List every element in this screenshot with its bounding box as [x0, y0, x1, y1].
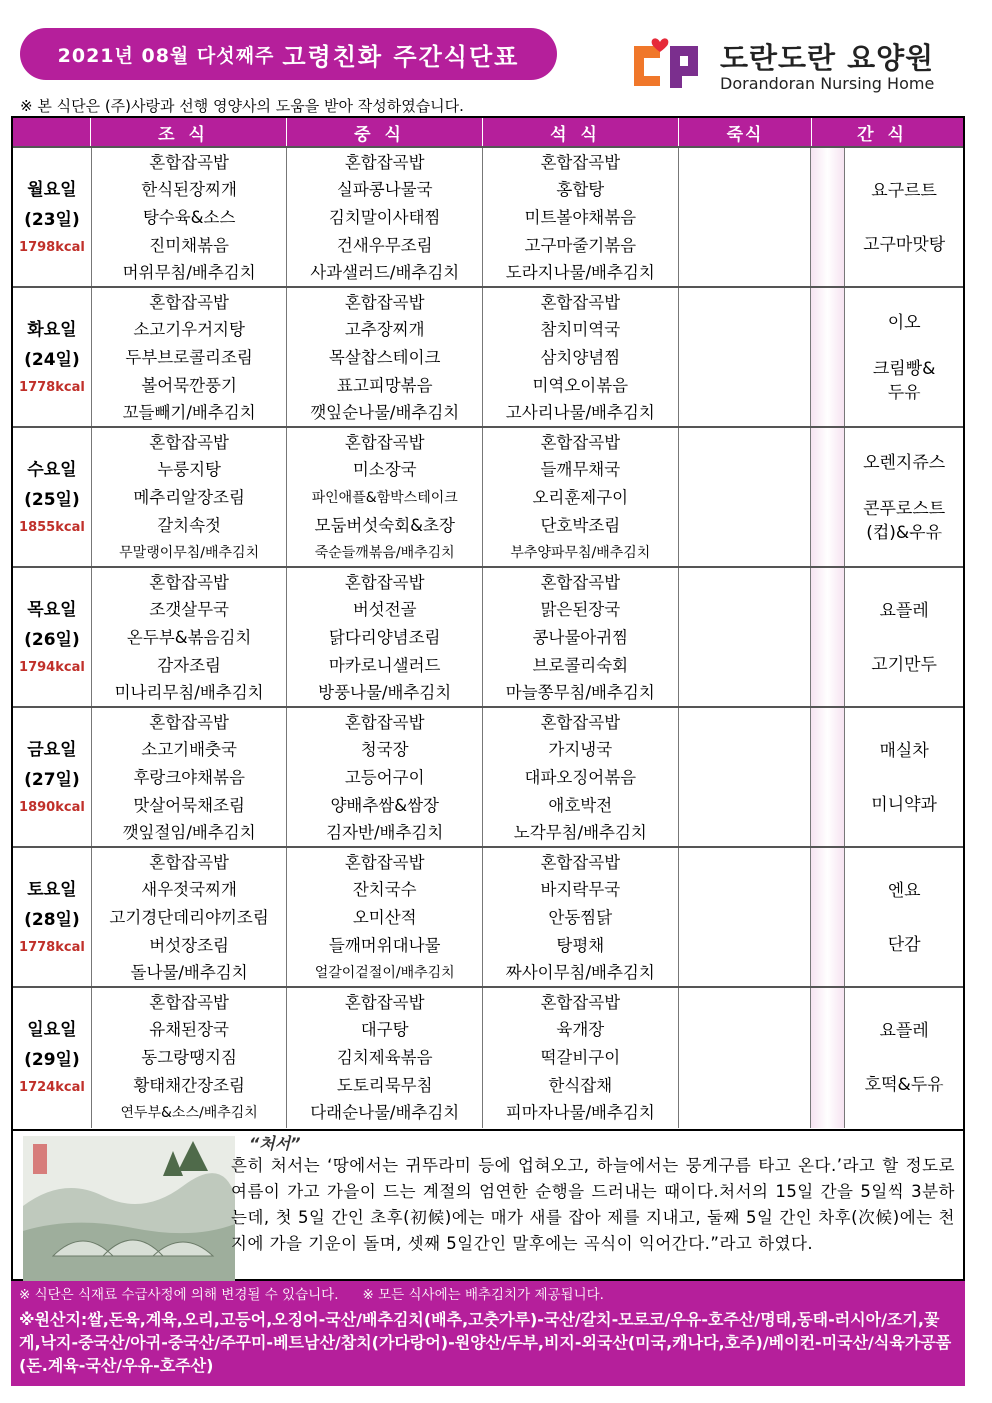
day-cell	[13, 708, 92, 848]
menu-item: 혼합잡곡밥	[540, 992, 621, 1012]
snack-item: 호떡&두유	[864, 1075, 944, 1096]
menu-item: 고등어구이	[344, 767, 425, 787]
day-row	[13, 566, 963, 708]
lunch-cell	[287, 428, 483, 568]
header-snack: 간식	[857, 124, 918, 145]
snack-spacer	[811, 148, 845, 288]
title-main: 고령친화 주간식단표	[282, 42, 520, 71]
menu-item: 김치제육볶음	[336, 1047, 433, 1067]
header-dinner: 석식	[483, 118, 679, 146]
day-name: 월요일	[27, 180, 77, 200]
snack-item: 요구르트	[871, 180, 937, 201]
menu-item: 애호박전	[548, 795, 613, 815]
essay-title: “처서”	[249, 1134, 301, 1153]
notice-change: ※ 식단은 식재료 수급사정에 의해 변경될 수 있습니다.	[19, 1286, 339, 1303]
day-cell	[13, 288, 92, 428]
menu-item: 미소장국	[352, 460, 417, 480]
lunch-cell	[287, 288, 483, 428]
snack-item: 미니약과	[871, 795, 937, 816]
menu-item: 건새우무조림	[336, 235, 433, 255]
breakfast-cell	[92, 568, 288, 708]
day-row	[13, 286, 963, 428]
menu-item: 머위무침/배추김치	[122, 263, 256, 283]
menu-item: 메추리알장조림	[133, 487, 245, 507]
snack-item: 요플레	[879, 1020, 929, 1041]
day-kcal: 1724kcal	[19, 1080, 85, 1095]
menu-item: 혼합잡곡밥	[540, 852, 621, 872]
menu-item: 모둠버섯숙회&초장	[314, 515, 455, 535]
day-date: (29일)	[24, 1050, 80, 1070]
snack-item: 엔요	[887, 880, 921, 901]
menu-item: 목살찹스테이크	[328, 347, 441, 367]
menu-item: 부추양파무침/배추김치	[510, 545, 651, 562]
menu-item: 조갯살무국	[149, 600, 229, 620]
menu-item: 대파오징어볶음	[524, 767, 637, 787]
snack-item: 크림빵& 두유	[872, 359, 936, 404]
logo	[630, 36, 970, 100]
dinner-cell	[483, 148, 679, 288]
snack-item: 오렌지쥬스	[863, 452, 946, 473]
menu-item: 사과샐러드/배추김치	[310, 263, 460, 283]
day-row	[13, 426, 963, 568]
menu-item: 대구탕	[360, 1020, 409, 1040]
day-kcal: 1794kcal	[19, 660, 85, 675]
menu-item: 콩나물아귀찜	[532, 627, 629, 647]
porridge-cell	[679, 288, 812, 428]
menu-item: 피마자나물/배추김치	[505, 1103, 655, 1123]
menu-item: 안동찜닭	[548, 907, 613, 927]
snack-cell	[845, 988, 963, 1128]
menu-item: 탕수육&소스	[142, 207, 236, 227]
menu-item: 유채된장국	[149, 1020, 229, 1040]
menu-item: 동그랑땡지짐	[141, 1047, 237, 1067]
menu-item: 짜사이무침/배추김치	[505, 963, 655, 983]
menu-item: 혼합잡곡밥	[540, 152, 621, 172]
menu-item: 연두부&소스/배추김치	[120, 1105, 258, 1122]
day-kcal: 1890kcal	[19, 800, 85, 815]
menu-item: 황태채간장조림	[133, 1075, 245, 1095]
menu-item: 실파콩나물국	[336, 180, 433, 200]
day-name: 화요일	[27, 320, 77, 340]
day-kcal: 1778kcal	[19, 940, 85, 955]
day-date: (23일)	[24, 210, 80, 230]
menu-item: 혼합잡곡밥	[344, 152, 425, 172]
menu-item: 새우젓국찌개	[141, 880, 237, 900]
dinner-cell	[483, 428, 679, 568]
menu-item: 홍합탕	[556, 180, 605, 200]
porridge-cell	[679, 428, 812, 568]
snack-item: 단감	[887, 935, 921, 956]
menu-item: 미트볼야채볶음	[524, 207, 637, 227]
page-title	[20, 28, 557, 80]
menu-item: 맛살어묵채조림	[133, 795, 245, 815]
day-date: (28일)	[24, 910, 80, 930]
menu-item: 혼합잡곡밥	[540, 712, 621, 732]
snack-cell	[845, 428, 963, 568]
menu-item: 청국장	[360, 740, 409, 760]
breakfast-cell	[92, 848, 288, 988]
logo-subtitle: Dorandoran Nursing Home	[720, 74, 935, 93]
breakfast-cell	[92, 708, 288, 848]
menu-item: 혼합잡곡밥	[149, 572, 229, 592]
menu-item: 혼합잡곡밥	[149, 152, 229, 172]
menu-item: 누룽지탕	[157, 460, 221, 480]
menu-item: 혼합잡곡밥	[540, 432, 621, 452]
snack-spacer	[811, 568, 845, 708]
day-row	[13, 986, 963, 1128]
menu-item: 진미채볶음	[149, 235, 229, 255]
menu-item: 깻잎절임/배추김치	[122, 823, 256, 843]
menu-item: 김자반/배추김치	[326, 823, 444, 843]
menu-item: 잔치국수	[352, 880, 417, 900]
day-cell	[13, 848, 92, 988]
menu-item: 한식잡채	[548, 1075, 613, 1095]
menu-item: 혼합잡곡밥	[540, 292, 621, 312]
top-note: ※ 본 식단은 (주)사랑과 선행 영양사의 도움을 받아 작성하였습니다.	[20, 97, 464, 115]
porridge-cell	[679, 148, 812, 288]
menu-item: 들깨무채국	[540, 460, 621, 480]
breakfast-cell	[92, 288, 288, 428]
menu-item: 맑은된장국	[540, 600, 621, 620]
menu-item: 방풍나물/배추김치	[318, 683, 452, 703]
menu-item: 후랑크야채볶음	[133, 767, 245, 787]
menu-item: 버섯전골	[352, 600, 417, 620]
snack-cell	[845, 708, 963, 848]
menu-item: 혼합잡곡밥	[540, 572, 621, 592]
snack-item: 요플레	[879, 600, 929, 621]
lunch-cell	[287, 848, 483, 988]
snack-item: 매실차	[879, 740, 929, 761]
logo-name: 도란도란 요양원	[720, 41, 935, 75]
day-name: 수요일	[27, 460, 77, 480]
snack-spacer	[811, 288, 845, 428]
menu-item: 고기경단데리야끼조림	[109, 907, 269, 927]
title-prefix: 2021년 08월 다섯째주	[57, 44, 275, 67]
menu-item: 탕평채	[556, 935, 605, 955]
dinner-cell	[483, 568, 679, 708]
snack-cell	[845, 568, 963, 708]
menu-item: 버섯장조림	[149, 935, 229, 955]
snack-cell	[845, 148, 963, 288]
logo-mark-icon	[630, 36, 702, 92]
lunch-cell	[287, 568, 483, 708]
menu-item: 한식된장찌개	[141, 180, 237, 200]
menu-table	[11, 116, 965, 1131]
menu-item: 소고기배춧국	[141, 740, 237, 760]
lunch-cell	[287, 988, 483, 1128]
menu-item: 혼합잡곡밥	[344, 712, 425, 732]
menu-item: 김치말이사태찜	[328, 207, 441, 227]
menu-item: 양배추쌈&쌈장	[330, 795, 439, 815]
menu-item: 갈치속젓	[157, 515, 221, 535]
menu-item: 브로콜리숙회	[532, 655, 629, 675]
menu-item: 혼합잡곡밥	[149, 852, 229, 872]
menu-item: 혼합잡곡밥	[344, 992, 425, 1012]
menu-item: 노각무침/배추김치	[513, 823, 647, 843]
dinner-cell	[483, 848, 679, 988]
menu-item: 떡갈비구이	[540, 1047, 621, 1067]
menu-item: 혼합잡곡밥	[344, 852, 425, 872]
menu-item: 고구마줄기볶음	[524, 235, 637, 255]
menu-item: 꼬들빼기/배추김치	[122, 403, 256, 423]
origin-notice: ※원산지:쌀,돈육,계육,오리,고등어,오징어-국산/배추김치(배추,고춧가루)-국산/갈치-모로코/우유-호주산/명태,동태-러시아/조기,꽃게,낙지-중국산/아귀-중국산/주꾸미-베트남산/참치(가다랑어)-원양산/두부,비지-외국산(미국,캐나다,호주)/베이컨-미국산/식육가공품(돈.계육-국산/우유-호주산)	[11, 1304, 965, 1386]
menu-item: 혼합잡곡밥	[344, 292, 425, 312]
menu-item: 바지락무국	[540, 880, 621, 900]
menu-item: 들깨머위대나물	[328, 935, 441, 955]
snack-spacer	[811, 988, 845, 1128]
day-cell	[13, 148, 92, 288]
dinner-cell	[483, 288, 679, 428]
day-row	[13, 706, 963, 848]
essay-text: 흔히 처서는 ‘땅에서는 귀뚜라미 등에 업혀오고, 하늘에서는 뭉게구름 타고 온다.’라고 할 정도로 여름이 가고 가을이 드는 계절의 엄연한 순행을 드러내는 때이다.처서의 15일 간을 5일씩 3분하는데, 첫 5일 간인 초후(初候)에는 매가 새를 잡아 제를 지내고, 둘째 5일 간인 차후(次候)에는 천지에 가을 기운이 돌며, 셋째 5일간인 말후에는 곡식이 익어간다.”라고 하였다.	[231, 1156, 955, 1253]
porridge-cell	[679, 848, 812, 988]
breakfast-cell	[92, 428, 288, 568]
menu-item: 단호박조림	[540, 515, 621, 535]
notice-kimchi: ※ 모든 식사에는 배추김치가 제공됩니다.	[362, 1286, 604, 1303]
day-date: (24일)	[24, 350, 80, 370]
day-name: 금요일	[27, 740, 77, 760]
lunch-cell	[287, 148, 483, 288]
menu-item: 혼합잡곡밥	[149, 292, 229, 312]
menu-item: 볼어묵깐풍기	[141, 375, 237, 395]
day-date: (26일)	[24, 630, 80, 650]
dinner-cell	[483, 708, 679, 848]
menu-item: 혼합잡곡밥	[149, 432, 229, 452]
menu-item: 다래순나물/배추김치	[310, 1103, 460, 1123]
menu-item: 소고기우거지탕	[133, 320, 245, 340]
snack-item: 고기만두	[871, 655, 937, 676]
menu-item: 삼치양념찜	[540, 347, 621, 367]
breakfast-cell	[92, 148, 288, 288]
menu-item: 파인애플&함박스테이크	[311, 489, 458, 506]
header-breakfast: 조식	[91, 118, 287, 146]
menu-item: 두부브로콜리조림	[125, 347, 253, 367]
menu-item: 닭다리양념조림	[328, 627, 441, 647]
snack-cell	[845, 288, 963, 428]
breakfast-cell	[92, 988, 288, 1128]
day-cell	[13, 988, 92, 1128]
menu-item: 참치미역국	[540, 320, 621, 340]
day-kcal: 1798kcal	[19, 240, 85, 255]
menu-item: 육개장	[556, 1020, 605, 1040]
day-cell	[13, 568, 92, 708]
snack-cell	[845, 848, 963, 988]
menu-item: 혼합잡곡밥	[344, 572, 425, 592]
header-porridge: 죽식	[679, 118, 812, 146]
day-name: 토요일	[27, 880, 77, 900]
snack-item: 고구마맛탕	[863, 235, 946, 256]
day-name: 목요일	[27, 600, 77, 620]
menu-item: 표고피망볶음	[336, 375, 433, 395]
snack-item: 이오	[887, 312, 921, 333]
snack-spacer	[811, 428, 845, 568]
day-row	[13, 146, 963, 288]
day-kcal: 1855kcal	[19, 520, 85, 535]
menu-item: 돌나물/배추김치	[130, 963, 248, 983]
day-cell	[13, 428, 92, 568]
essay-section	[11, 1131, 965, 1281]
menu-item: 무말랭이무침/배추김치	[119, 545, 260, 562]
day-name: 일요일	[27, 1020, 77, 1040]
header-blank	[13, 118, 91, 146]
snack-item: 콘푸로스트 (컵)&우유	[863, 499, 946, 544]
menu-item: 마늘쫑무침/배추김치	[505, 683, 655, 703]
menu-item: 혼합잡곡밥	[149, 992, 229, 1012]
menu-item: 온두부&볶음김치	[126, 627, 252, 647]
landscape-painting-image	[23, 1136, 235, 1281]
lunch-cell	[287, 708, 483, 848]
menu-item: 도토리묵무침	[336, 1075, 433, 1095]
porridge-cell	[679, 988, 812, 1128]
header-lunch: 중식	[287, 118, 483, 146]
menu-item: 오미산적	[352, 907, 417, 927]
porridge-cell	[679, 568, 812, 708]
table-header	[13, 118, 963, 146]
menu-item: 미나리무침/배추김치	[114, 683, 264, 703]
day-kcal: 1778kcal	[19, 380, 85, 395]
menu-item: 얼갈이겉절이/배추김치	[314, 965, 455, 982]
day-date: (25일)	[24, 490, 80, 510]
menu-item: 고사리나물/배추김치	[505, 403, 655, 423]
menu-item: 혼합잡곡밥	[344, 432, 425, 452]
menu-item: 죽순들깨볶음/배추김치	[314, 545, 455, 562]
menu-item: 고추장찌개	[344, 320, 425, 340]
menu-item: 혼합잡곡밥	[149, 712, 229, 732]
day-date: (27일)	[24, 770, 80, 790]
notice-bar	[11, 1281, 965, 1304]
menu-item: 가지냉국	[548, 740, 613, 760]
snack-spacer	[811, 848, 845, 988]
menu-item: 감자조림	[157, 655, 221, 675]
day-row	[13, 846, 963, 988]
menu-item: 깻잎순나물/배추김치	[310, 403, 460, 423]
menu-item: 도라지나물/배추김치	[505, 263, 655, 283]
menu-item: 마카로니샐러드	[328, 655, 441, 675]
menu-item: 오리훈제구이	[532, 487, 629, 507]
porridge-cell	[679, 708, 812, 848]
menu-item: 미역오이볶음	[532, 375, 629, 395]
snack-spacer	[811, 708, 845, 848]
dinner-cell	[483, 988, 679, 1128]
